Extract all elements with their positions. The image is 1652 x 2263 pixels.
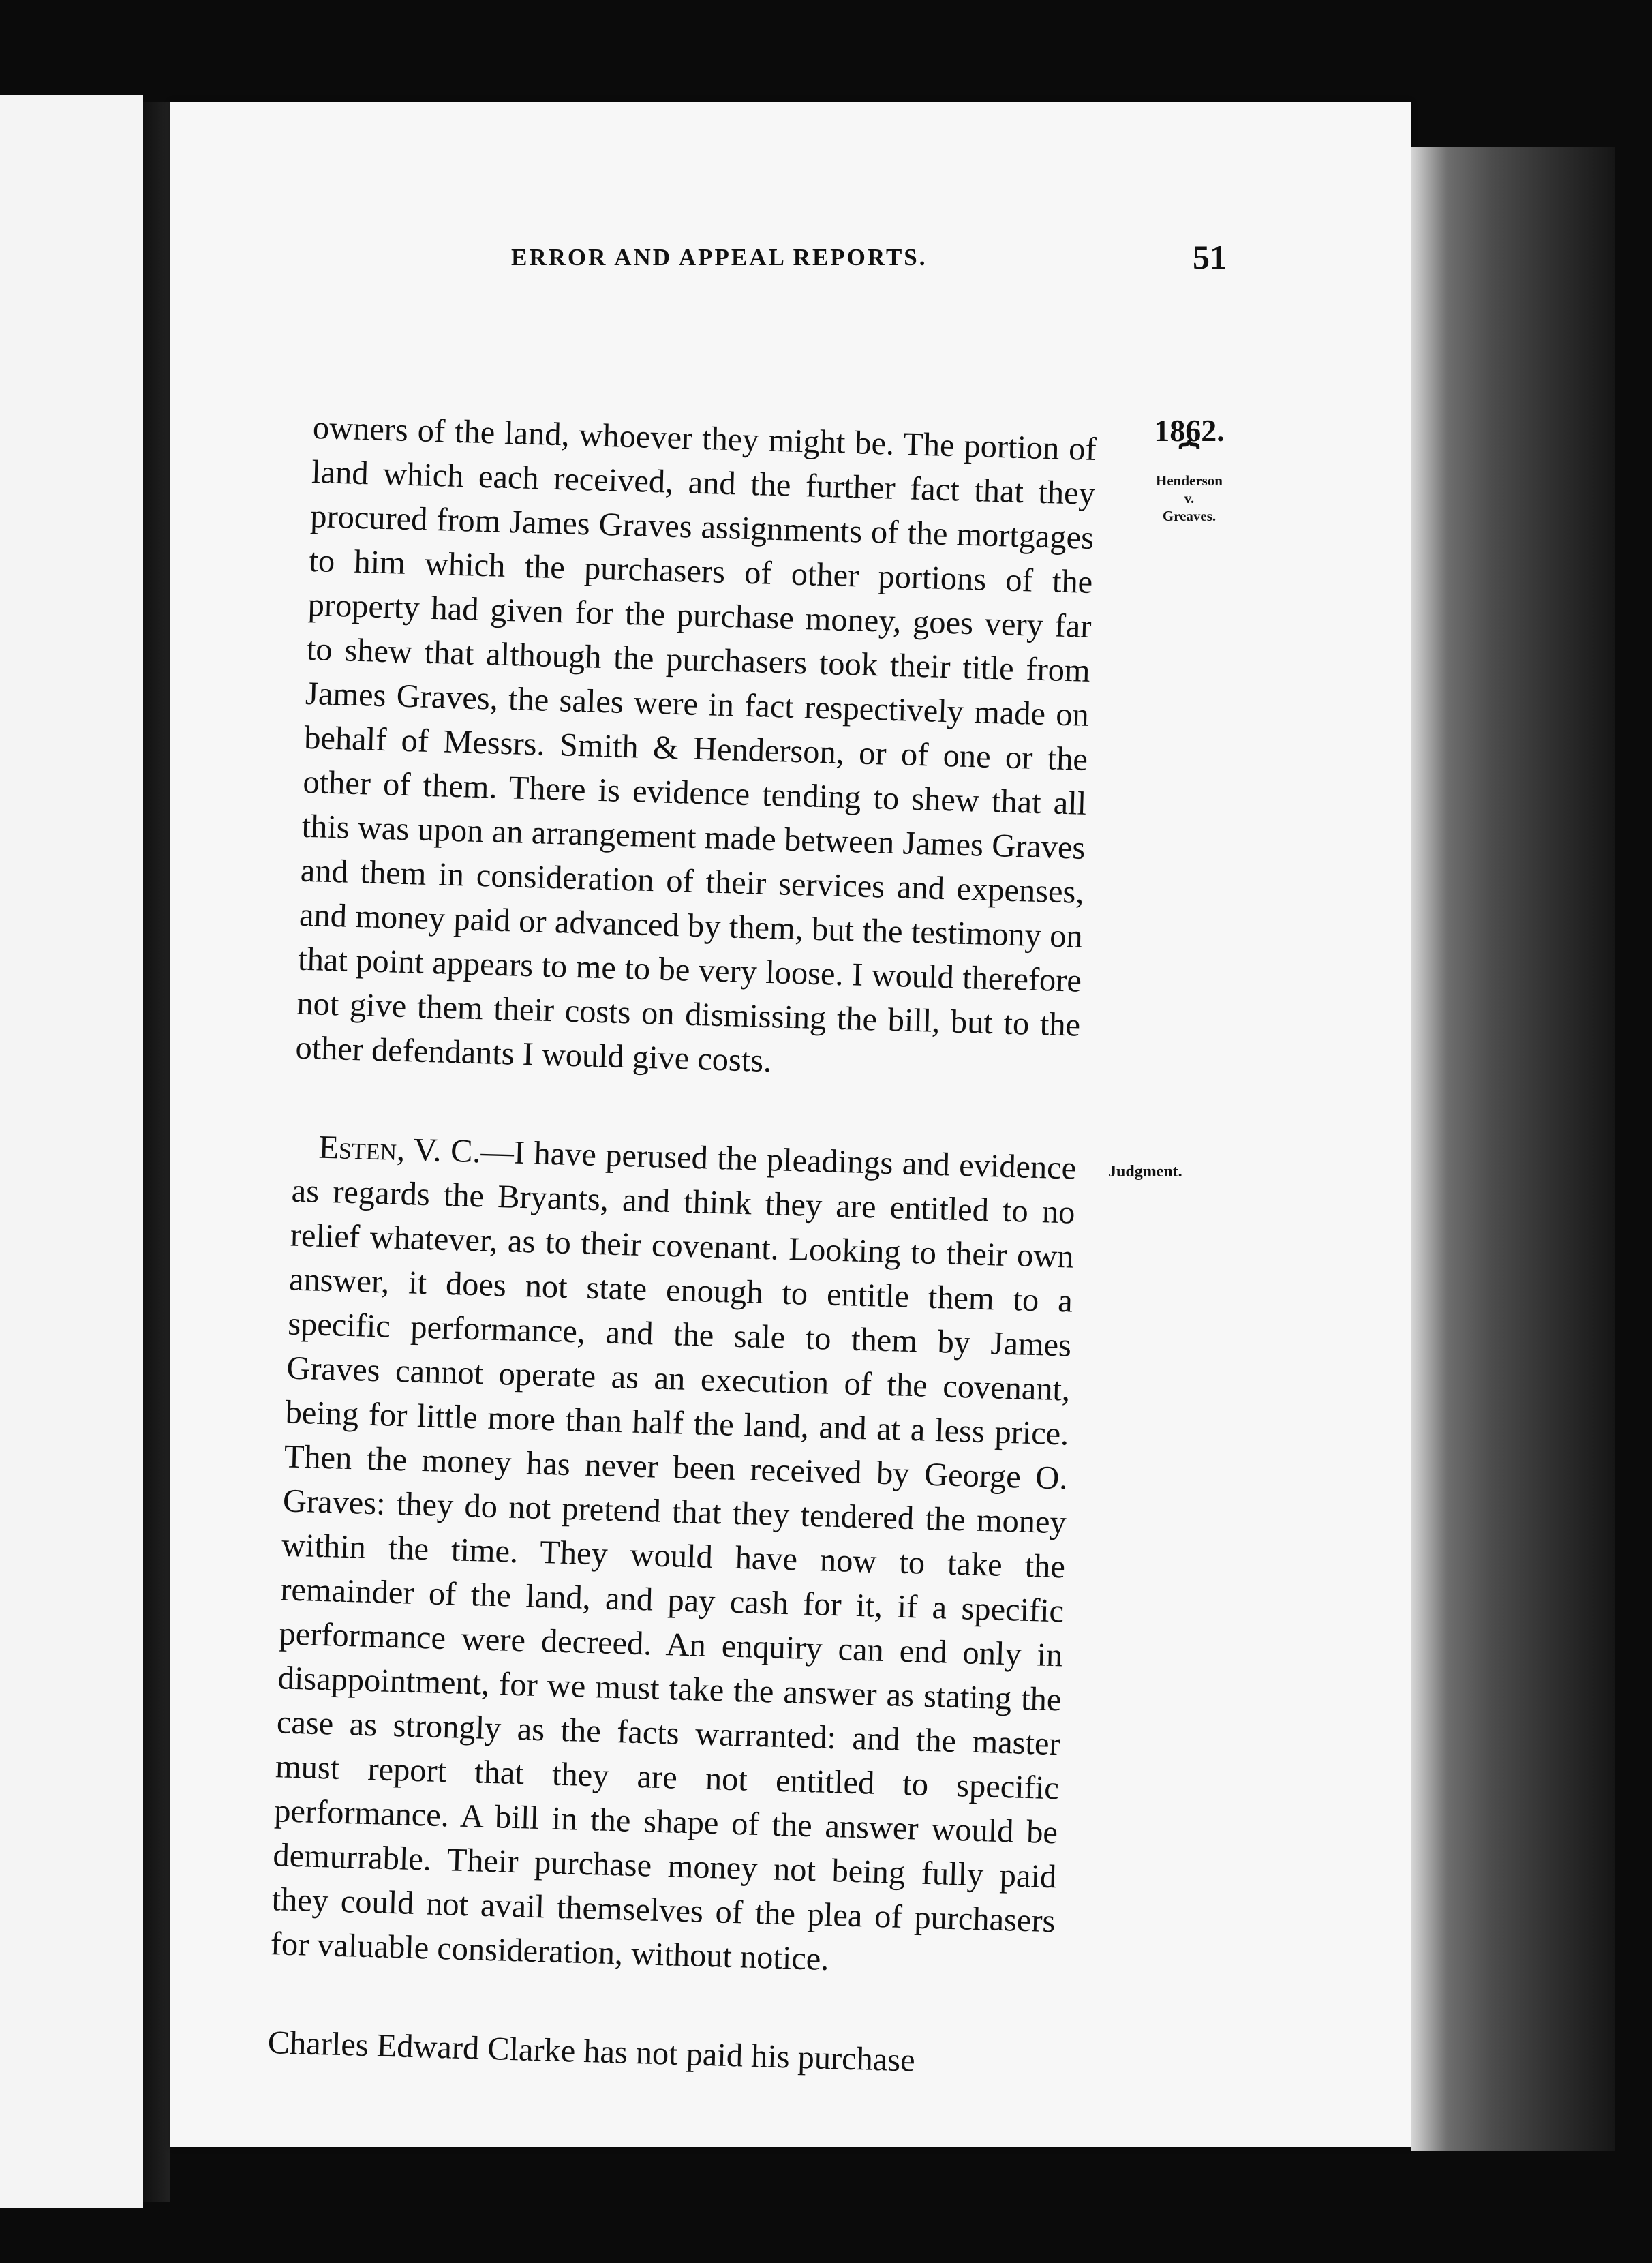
facing-page bbox=[0, 95, 143, 2208]
margin-year: 1862. bbox=[1154, 413, 1225, 448]
paragraph-2 bbox=[270, 1125, 1077, 1988]
page-edges bbox=[1411, 147, 1615, 2151]
case-margin-note bbox=[1138, 412, 1240, 525]
paragraph-2-text: —I have perused the pleadings and evidence as regards the Bryants, and think they are entitled to no relief whatever, as to their covenant. Looking to their own answer, it does not state enough to entitle them to a specific performance, and the sale to them by James Graves cannot operate as an execution of the covenant, being for little more than half the land, and at a less price. Then the money has never been received by George O. Graves: they do not pretend that they tendered the money within the time. They would have now to take the remainder of the land, and pay cash for it, if a specific performance were decreed. An enquiry can end only in disappointment, for we must take the answer as stating the case as strongly as the facts warranted: and the master must report that they are not entitled to specific performance. A bill in the shape of the answer would be demurrable. Their purchase money not being fully paid they could not avail themselves of the plea of purchasers for valuable consideration, without notice. bbox=[270, 1134, 1077, 1977]
running-head: ERROR AND APPEAL REPORTS. bbox=[511, 244, 928, 271]
judge-name: Esten, V. C. bbox=[318, 1129, 482, 1170]
margin-party-2: Greaves. bbox=[1162, 508, 1217, 524]
judgment-margin-note: Judgment. bbox=[1108, 1163, 1182, 1181]
margin-party-1: Henderson bbox=[1155, 472, 1223, 489]
page-header bbox=[170, 230, 1411, 276]
page-number: 51 bbox=[1193, 238, 1227, 276]
margin-brace: ⏞ bbox=[1179, 441, 1199, 479]
body-text bbox=[267, 406, 1097, 2086]
gutter-shadow bbox=[143, 102, 170, 2202]
margin-versus: v. bbox=[1184, 490, 1195, 506]
paragraph-1: owners of the land, whoever they might be. The portion of land which each received, and the further fact that they procured from James Graves assignments of the mortgages to him which the purchasers of other portions of the property had given for the purchase money, goes very far to shew that although the purchasers took their title from James Graves, the sales were in fact respectively made on behalf of Messrs. Smith & Henderson, or of one or the other of them. There is evidence tending to shew that all this was upon an arrangement made between James Graves and them in consideration of their services and expenses, and money paid or advanced by them, but the testimony on that point appears to me to be very loose. I would therefore not give them their costs on dismissing the bill, but to the other defendants I would give costs. bbox=[294, 409, 1097, 1080]
paragraph-3: Charles Edward Clarke has not paid his purchase bbox=[267, 2024, 916, 2079]
